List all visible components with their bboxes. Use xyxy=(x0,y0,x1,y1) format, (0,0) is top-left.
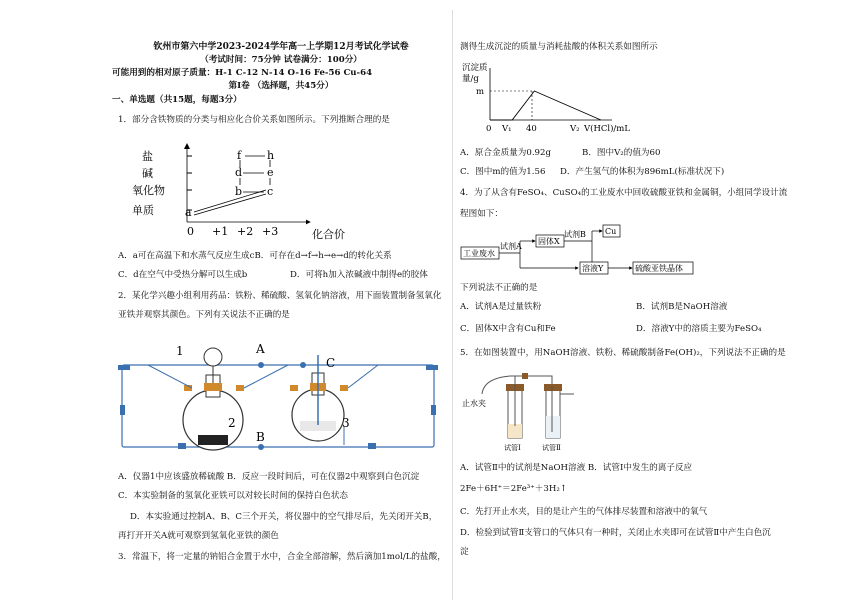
clamp-label: 止水夹 xyxy=(462,399,486,408)
q4-stem-line1: 4．为了从含有FeSO₄、CuSO₄的工业废水中回收硫酸亚铁和金属铜，小组同学设计流 xyxy=(460,188,788,198)
valve-b-icon xyxy=(258,444,264,450)
y-label-base: 碱 xyxy=(142,167,153,180)
tube-1-label: 试管Ⅰ xyxy=(504,444,521,452)
flow-cu: Cu xyxy=(605,227,617,236)
valve-c-icon xyxy=(300,362,306,368)
q3-ytick-m: m xyxy=(476,87,485,97)
q3-option-b: B．图中V₂的值为60 xyxy=(582,148,661,158)
q2-stem-line2: 亚铁并观察其颜色。下列有关说法不正确的是 xyxy=(118,310,290,320)
q3-chart xyxy=(462,60,642,140)
point-d: d xyxy=(235,166,243,179)
q1-option-c: C．d在空气中受热分解可以生成b xyxy=(118,270,248,280)
x-tick-3: +3 xyxy=(262,225,279,238)
q3-xtick-40: 40 xyxy=(526,124,537,134)
q4-option-c: C．固体X中含有Cu和Fe xyxy=(460,324,556,334)
flow-ferrous-sulfate-crystal: 硫酸亚铁晶体 xyxy=(635,264,683,273)
q3-option-d: D．产生氢气的体积为896mL(标准状况下) xyxy=(560,167,725,177)
q5-apparatus-diagram xyxy=(462,366,602,452)
q3-series-line xyxy=(490,91,601,120)
q5-option-ab: A．试管Ⅱ中的试剂是NaOH溶液 B．试管Ⅰ中发生的离子反应 xyxy=(460,463,693,473)
label-B: B xyxy=(256,430,265,444)
valve-a-icon xyxy=(258,362,264,368)
clamp-icon xyxy=(522,373,528,379)
q1-stem: 1．部分含铁物质的分类与相应化合价关系如图所示。下列推断合理的是 xyxy=(118,115,390,125)
q5-equation: 2Fe＋6H⁺＝2Fe³⁺＋3H₂↑ xyxy=(460,484,567,494)
q5-stem: 5．在如图装置中，用NaOH溶液、铁粉、稀硫酸制备Fe(OH)₂，下列说法不正确的是 xyxy=(460,348,786,358)
point-b: b xyxy=(235,185,243,198)
q3-stem-line1: 3．常温下，将一定量的钠铝合金置于水中，合金全部溶解，然后滴加1mol/L的盐酸， xyxy=(118,552,446,562)
column-divider xyxy=(452,10,453,600)
q4-option-a: A．试剂A是过量铁粉 xyxy=(460,302,542,312)
q5-option-d-line1: D．检验到试管Ⅱ支管口的气体只有一种时，关闭止水夹即可在试管Ⅱ中产生白色沉 xyxy=(460,528,771,538)
q2-stem-line1: 2．某化学兴趣小组利用药品：铁粉、稀硫酸、氢氧化钠溶液，用下面装置制备氢氧化 xyxy=(118,291,442,301)
x-tick-0: 0 xyxy=(187,225,194,238)
q4-stem-line2: 程图如下： xyxy=(460,209,503,219)
q3-stem-line2: 测得生成沉淀的质量与消耗盐酸的体积关系如图所示 xyxy=(460,42,658,52)
part-heading: 第Ⅰ卷 （选择题，共45分） xyxy=(228,81,334,91)
q3-ylabel-1: 沉淀质 xyxy=(462,63,488,73)
flow-waste-water: 工业废水 xyxy=(463,249,495,258)
exam-title: 钦州市第六中学2023-2024学年高一上学期12月考试化学试卷 xyxy=(153,42,409,52)
exam-subtitle: （考试时间：75分钟 试卷满分：100分） xyxy=(200,55,362,65)
q3-xlabel: V(HCl)/mL xyxy=(584,124,630,134)
tube-2-label: 试管Ⅱ xyxy=(542,444,561,452)
y-label-salt: 盐 xyxy=(142,150,153,163)
q2-option-c: C．本实验制备的氢氧化亚铁可以对较长时间的保持白色状态 xyxy=(118,491,349,501)
point-a: a xyxy=(185,206,192,219)
q1-valence-diagram xyxy=(132,140,360,244)
q3-option-c: C．图中m的值为1.56 xyxy=(460,167,546,177)
flow-solid-x: 固体X xyxy=(538,237,560,246)
y-label-oxide: 氧化物 xyxy=(132,184,165,197)
q3-xtick-0: 0 xyxy=(486,124,492,134)
point-c: c xyxy=(267,185,274,198)
q1-option-ab: A．a可在高温下和水蒸气反应生成cB．可存在d→f→h→e→d的转化关系 xyxy=(118,251,392,261)
atomic-masses: 可能用到的相对原子质量：H-1 C-12 N-14 O-16 Fe-56 Cu-64 xyxy=(112,68,373,78)
flow-reagent-b: 试剂B xyxy=(564,230,586,239)
label-3: 3 xyxy=(342,416,350,430)
label-2: 2 xyxy=(228,416,236,430)
q3-xtick-v2: V₂ xyxy=(570,124,580,134)
q4-flowchart xyxy=(460,224,710,280)
y-label-element: 单质 xyxy=(132,204,154,217)
q4-question: 下列说法不正确的是 xyxy=(460,283,538,293)
q2-apparatus-diagram xyxy=(118,335,440,463)
section-heading: 一、单选题（共15题，每题3分） xyxy=(112,95,242,105)
point-f: f xyxy=(237,149,242,162)
q5-option-c: C．先打开止水夹，目的是让产生的气体排尽装置和溶液中的氧气 xyxy=(460,507,708,517)
flow-reagent-a: 试剂A xyxy=(500,242,522,251)
q4-option-d: D．溶液Y中的溶质主要为FeSO₄ xyxy=(636,324,762,334)
q1-option-d: D．可将h加入浓碱液中制得e的胶体 xyxy=(290,270,428,280)
x-tick-1: +1 xyxy=(212,225,229,238)
x-axis-label: 化合价 xyxy=(312,228,345,241)
q5-option-d-line2: 淀 xyxy=(460,547,469,557)
label-C: C xyxy=(326,356,336,370)
x-tick-2: +2 xyxy=(237,225,254,238)
q2-option-ab: A．仪器1中应该盛放稀硫酸 B．反应一段时间后，可在仪器2中观察到白色沉淀 xyxy=(118,472,420,482)
q3-option-a: A．原合金质量为0.92g xyxy=(460,148,551,158)
point-e: e xyxy=(267,166,274,179)
q2-option-d-line2: 再打开开关A就可观察到氢氧化亚铁的颜色 xyxy=(118,531,279,541)
q2-option-d-line1: D．本实验通过控制A、B、C三个开关，将仪器中的空气排尽后，先关闭开关B， xyxy=(130,512,438,522)
q3-ylabel-2: 量/g xyxy=(462,74,479,84)
label-1: 1 xyxy=(176,344,184,358)
point-h: h xyxy=(267,149,275,162)
q3-xtick-v1: V₁ xyxy=(502,124,512,134)
label-A: A xyxy=(256,342,265,356)
q4-option-b: B．试剂B是NaOH溶液 xyxy=(636,302,728,312)
flow-solution-y: 溶液Y xyxy=(582,264,604,273)
